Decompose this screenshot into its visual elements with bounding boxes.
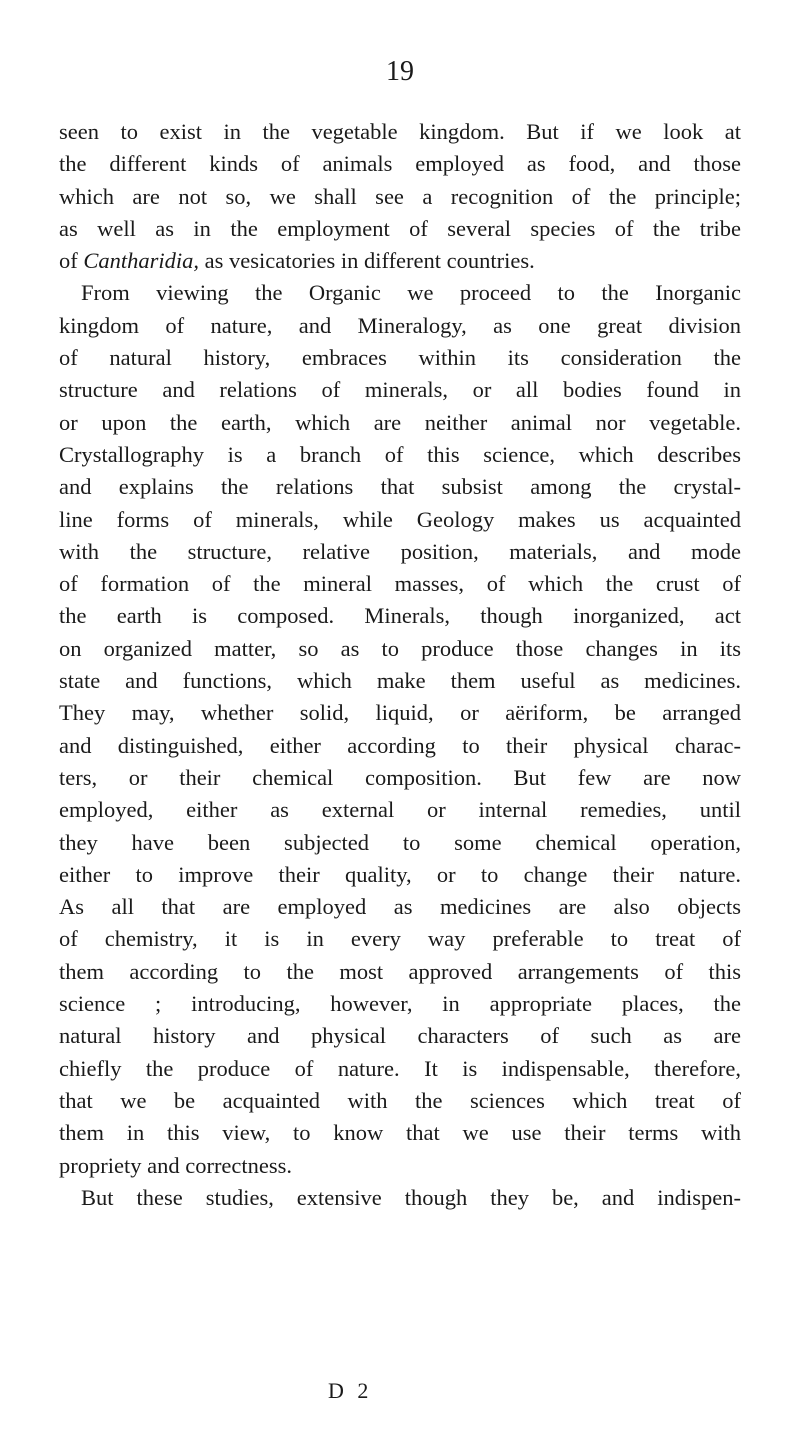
text-line: as well as in the employment of several species of the tribe [59, 215, 741, 241]
italic-term: Cantharidia, [83, 248, 200, 274]
text-line: of natural history, embraces within its consideration the [59, 345, 741, 371]
text-line: which are not so, we shall see a recognition of the principle; [59, 183, 741, 209]
text-line: of chemistry, it is in every way preferable to treat of [59, 926, 741, 952]
text-line: on organized matter, so as to produce those changes in its [59, 635, 741, 661]
text-line: kingdom of nature, and Mineralogy, as one great division [59, 312, 741, 338]
text-line: them according to the most approved arrangements of this [59, 958, 741, 984]
text-line: chiefly the produce of nature. It is indispensable, therefore, [59, 1055, 741, 1081]
text-line: or upon the earth, which are neither animal nor vegetable. [59, 409, 741, 435]
paragraph-start-line: But these studies, extensive though they be, and indispen- [81, 1184, 741, 1210]
text-line [59, 245, 741, 277]
text-line: ters, or their chemical composition. But few are now [59, 764, 741, 790]
text-line: that we be acquainted with the sciences which treat of [59, 1087, 741, 1113]
body-text [59, 116, 741, 1214]
text-line: either to improve their quality, or to change their nature. [59, 861, 741, 887]
paragraph-start-line: From viewing the Organic we proceed to the Inorganic [81, 280, 741, 306]
text-line: propriety and correctness. [59, 1152, 293, 1178]
text-line: line forms of minerals, while Geology makes us acquainted [59, 506, 741, 532]
text-line: they have been subjected to some chemical operation, [59, 829, 741, 855]
page-number: 19 [386, 56, 414, 87]
text-line: Crystallography is a branch of this science, which describes [59, 441, 741, 467]
text-line: with the structure, relative position, materials, and mode [59, 538, 741, 564]
text-line: and explains the relations that subsist among the crystal- [59, 474, 741, 500]
text-line: natural history and physical characters of such as are [59, 1023, 741, 1049]
text-line: As all that are employed as medicines are also objects [59, 894, 741, 920]
text-line: employed, either as external or internal remedies, until [59, 797, 741, 823]
text-line: state and functions, which make them useful as medicines. [59, 668, 741, 694]
text-fragment: as vesicatories in different countries. [199, 248, 535, 274]
text-line: them in this view, to know that we use their terms with [59, 1120, 741, 1146]
text-line: the earth is composed. Minerals, though inorganized, act [59, 603, 741, 629]
text-line: They may, whether solid, liquid, or aëriform, be arranged [59, 700, 741, 726]
text-line: and distinguished, either according to their physical charac- [59, 732, 741, 758]
text-fragment: of [59, 248, 84, 274]
text-line: seen to exist in the vegetable kingdom. But if we look at [59, 119, 741, 144]
text-line: structure and relations of minerals, or all bodies found in [59, 377, 741, 403]
text-line: the different kinds of animals employed as food, and those [59, 151, 741, 177]
signature-mark: D 2 [328, 1378, 373, 1403]
text-line: science ; introducing, however, in appropriate places, the [59, 991, 741, 1017]
text-line: of formation of the mineral masses, of which the crust of [59, 571, 741, 597]
